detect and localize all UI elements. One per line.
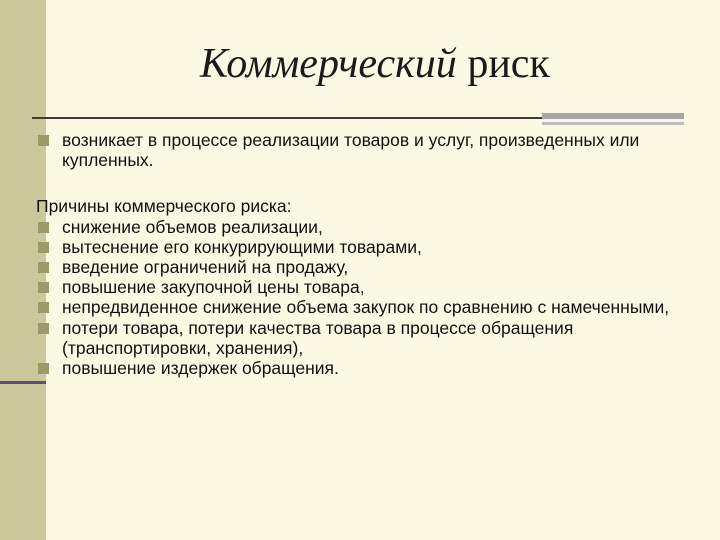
- square-bullet-icon: [38, 363, 49, 374]
- definition-item: [36, 130, 706, 170]
- square-bullet-icon: [38, 282, 49, 293]
- title-regular-part: риск: [467, 41, 550, 87]
- slide-body: [36, 130, 706, 378]
- side-divider-decoration: [0, 381, 46, 384]
- list-item-text: повышение издержек обращения.: [62, 358, 339, 379]
- list-item: [36, 277, 706, 297]
- square-bullet-icon: [38, 222, 49, 233]
- list-item-text: повышение закупочной цены товара,: [62, 277, 365, 298]
- slide-title: [200, 40, 600, 88]
- list-item: [36, 318, 706, 358]
- square-bullet-icon: [38, 135, 49, 146]
- list-item: [36, 217, 706, 237]
- title-accent-bar-thin: [542, 122, 684, 125]
- title-italic-part: Коммерческий: [200, 41, 457, 87]
- reasons-heading: Причины коммерческого риска:: [36, 196, 292, 217]
- list-item-text: непредвиденное снижение объема закупок по сравнению с намеченными,: [62, 297, 670, 318]
- list-item: [36, 297, 706, 317]
- square-bullet-icon: [38, 323, 49, 334]
- square-bullet-icon: [38, 262, 49, 273]
- square-bullet-icon: [38, 242, 49, 253]
- list-item-text: снижение объемов реализации,: [62, 216, 323, 237]
- list-item: [36, 257, 706, 277]
- square-bullet-icon: [38, 302, 49, 313]
- list-item: [36, 358, 706, 378]
- title-accent-bar: [542, 113, 684, 119]
- list-item-text: вытеснение его конкурирующими товарами,: [62, 236, 422, 257]
- title-underline: [32, 117, 542, 119]
- list-item-text: потери товара, потери качества товара в процессе обращения (транспортировки, хранения),: [62, 317, 574, 358]
- list-item-text: введение ограничений на продажу,: [62, 257, 349, 278]
- list-item: [36, 237, 706, 257]
- definition-text: возникает в процессе реализации товаров и услуг, произведенных или купленных.: [62, 130, 640, 171]
